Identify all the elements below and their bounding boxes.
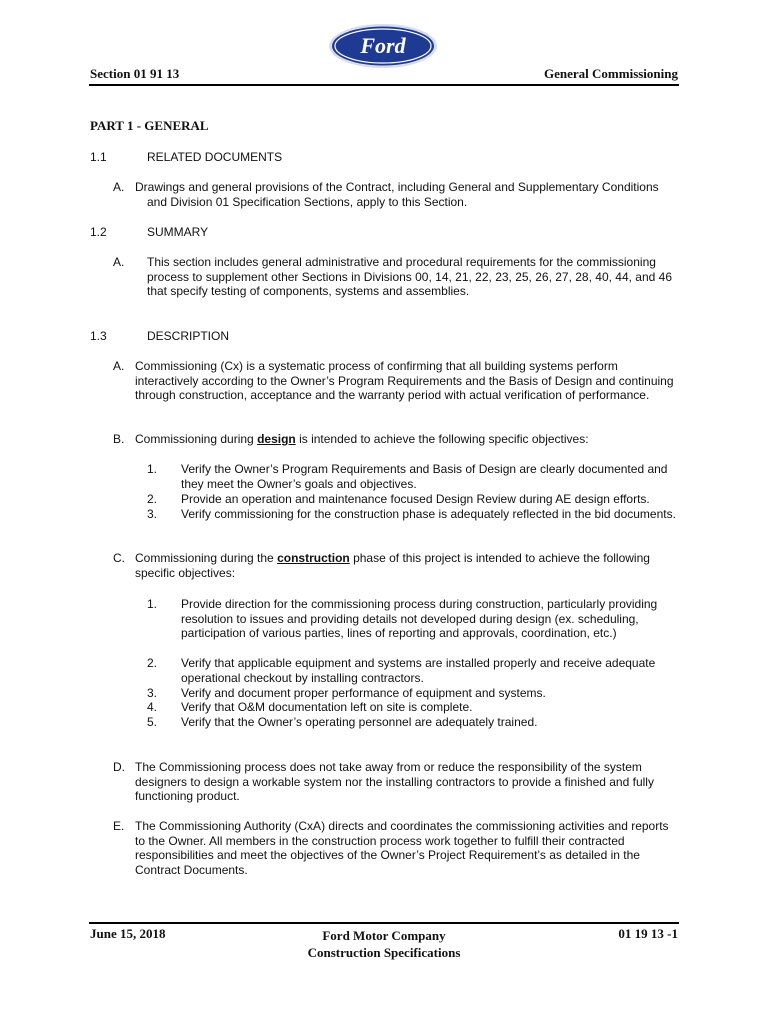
paragraph-marker: A. <box>113 359 125 373</box>
list-item <box>147 715 687 730</box>
list-number: 5. <box>147 715 158 729</box>
paragraph-text: The Commissioning process does not take away from or reduce the responsibility of the system designers to design a workable system nor the installing contractors to provide a finished and fully functioning product. <box>135 760 654 804</box>
section-1-2-heading: SUMMARY <box>147 225 209 239</box>
section-title: General Commissioning <box>544 66 678 81</box>
header-rule <box>89 84 679 86</box>
list-text: Verify that O&M documentation left on site is complete. <box>181 700 473 714</box>
paragraph-marker: E. <box>113 819 125 833</box>
paragraph-text: Commissioning during the construction phase of this project is intended to achieve the following specific objectives: <box>135 551 650 580</box>
paragraph-1-3-b <box>113 432 678 447</box>
footer-page-number: 01 19 13 -1 <box>618 926 678 941</box>
list-number: 1. <box>147 462 158 476</box>
section-1-1-heading: RELATED DOCUMENTS <box>147 150 283 164</box>
list-text: Verify and document proper performance of equipment and systems. <box>181 686 546 700</box>
part-title: PART 1 - GENERAL <box>90 118 209 133</box>
paragraph-marker: D. <box>113 760 125 774</box>
list-item <box>147 492 687 507</box>
paragraph-1-3-a <box>113 359 678 403</box>
paragraph-marker: B. <box>113 432 125 446</box>
section-1-1-number: 1.1 <box>90 150 107 164</box>
section-1-3-heading: DESCRIPTION <box>147 329 230 343</box>
paragraph-body: Drawings and general provisions of the Contract, including General and Supplementary Conditions and Division 01 Specification Sections, apply to this Section. <box>135 180 659 209</box>
paragraph-marker: C. <box>113 551 125 565</box>
paragraph-1-1-a <box>113 180 678 209</box>
paragraph-text <box>113 180 678 209</box>
footer-doc-title: Construction Specifications <box>307 945 461 960</box>
ford-oval-logo-icon <box>328 23 438 69</box>
list-number: 2. <box>147 492 158 506</box>
paragraph-marker: A. <box>113 180 125 194</box>
paragraph-1-3-d <box>113 760 678 804</box>
list-text: Provide an operation and maintenance focused Design Review during AE design efforts. <box>181 492 650 506</box>
paragraph-marker: A. <box>113 255 125 269</box>
list-item <box>147 700 687 715</box>
emphasis-design: design <box>257 432 296 446</box>
list-text: Verify that the Owner’s operating personnel are adequately trained. <box>181 715 538 729</box>
paragraph-1-2-a <box>113 255 683 299</box>
list-text: Verify commissioning for the construction phase is adequately reflected in the bid documents. <box>181 507 676 521</box>
footer-company: Ford Motor Company <box>322 928 446 943</box>
list-item <box>147 656 687 685</box>
list-number: 3. <box>147 507 158 521</box>
list-text: Verify that applicable equipment and systems are installed properly and receive adequate operational checkout by installing contractors. <box>181 656 656 685</box>
paragraph-1-3-e <box>113 819 678 877</box>
list-number: 4. <box>147 700 158 714</box>
footer-center <box>234 927 534 961</box>
list-number: 3. <box>147 686 158 700</box>
list-item <box>147 686 687 701</box>
list-number: 1. <box>147 597 158 611</box>
list-item <box>147 462 687 491</box>
logo-text: Ford <box>360 33 406 58</box>
list-text: Provide direction for the commissioning process during construction, particularly providing resolution to issues and providing details not developed during design (ex. scheduling, participation of various parties, lines of reporting and approvals, coordination, etc.) <box>181 597 658 641</box>
section-1-3-number: 1.3 <box>90 329 107 343</box>
emphasis-construction: construction <box>277 551 350 565</box>
list-number: 2. <box>147 656 158 670</box>
footer-rule <box>89 922 679 924</box>
list-text: Verify the Owner’s Program Requirements and Basis of Design are clearly documented and they meet the Owner’s goals and objectives. <box>181 462 668 491</box>
list-item <box>147 507 687 522</box>
footer-date: June 15, 2018 <box>90 926 166 941</box>
paragraph-text: This section includes general administrative and procedural requirements for the commissioning process to supplement other Sections in Divisions 00, 14, 21, 22, 23, 25, 26, 27, 28, 40, 44, and 46 that specify testing of components, systems and assemblies. <box>147 255 673 299</box>
section-1-2-number: 1.2 <box>90 225 107 239</box>
section-number: Section 01 91 13 <box>90 66 180 81</box>
paragraph-text: Commissioning during design is intended to achieve the following specific objectives: <box>135 432 589 446</box>
paragraph-1-3-c <box>113 551 678 580</box>
list-item <box>147 597 687 641</box>
paragraph-text: The Commissioning Authority (CxA) directs and coordinates the commissioning activities and reports to the Owner. All members in the construction process work together to fulfill their contracted responsibilities and meet the objectives of the Owner’s Project Requirement’s as detailed in the Contract Documents. <box>135 819 669 877</box>
paragraph-text: Commissioning (Cx) is a systematic process of confirming that all building systems perform interactively according to the Owner’s Program Requirements and the Basis of Design and continuing through construction, acceptance and the warranty period with actual verification of performance. <box>135 359 674 403</box>
